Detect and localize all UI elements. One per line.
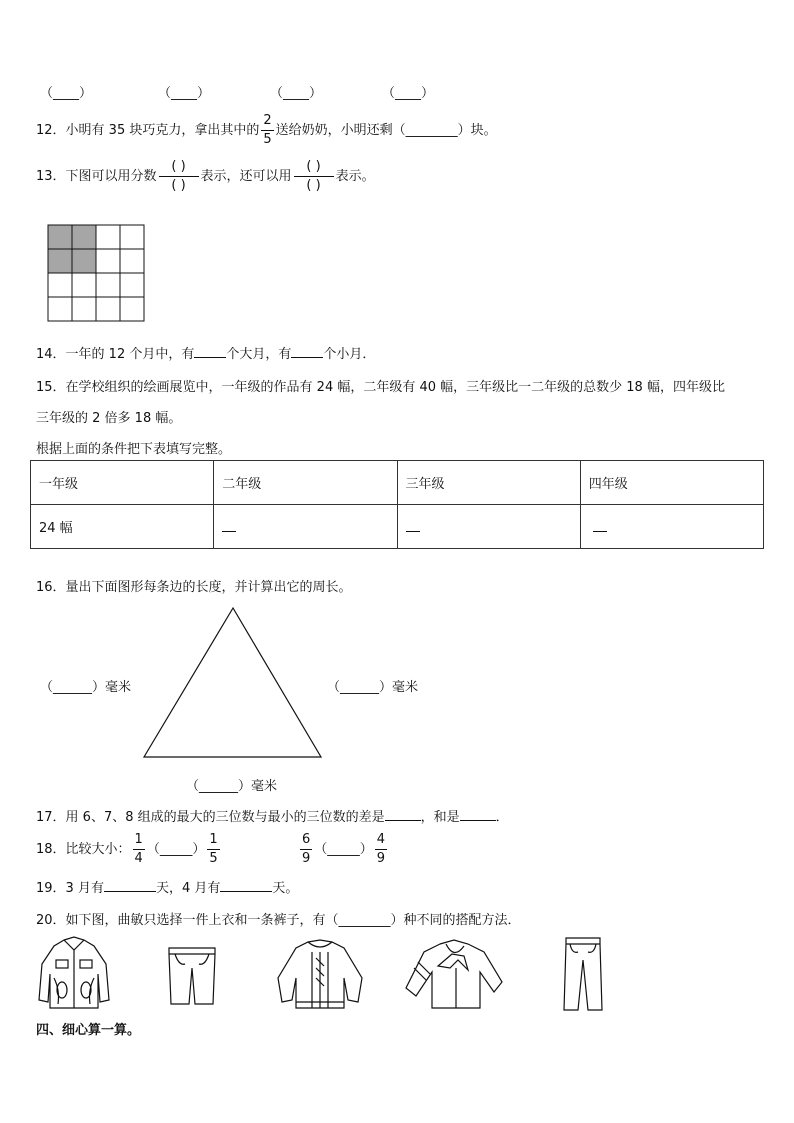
table-cell-blank[interactable] <box>580 505 763 549</box>
q17-blank-2[interactable] <box>460 808 496 821</box>
q18-fraction-c: $\frac{6}{9}$ <box>302 832 311 866</box>
question-20: 20．如下图，曲敏只选择一件上衣和一条裤子，有（________）种不同的搭配方法． <box>36 913 521 928</box>
q13-fraction-1: $\frac{( )}{( )}$ <box>159 158 199 195</box>
top-blank-3: （____） <box>270 86 323 101</box>
table-header: 三年级 <box>397 461 580 505</box>
q13-fraction-2: $\frac{( )}{( )}$ <box>294 158 334 195</box>
answer-dash <box>222 531 236 532</box>
q15-line-3: 根据上面的条件把下表填写完整。 <box>36 442 232 457</box>
q18-blank-2[interactable]: （_____） <box>314 842 373 857</box>
sweater-icon <box>274 938 366 1012</box>
q18-blank-1[interactable]: （_____） <box>146 842 206 857</box>
q13-text-middle: 表示，还可以用 <box>200 169 292 184</box>
q12-text-before: 12．小明有 35 块巧克力，拿出其中的 <box>36 123 260 138</box>
table-cell-blank[interactable] <box>397 505 580 549</box>
q12-text-after: 送给奶奶，小明还剩（________）块。 <box>275 123 497 138</box>
triangle-left-label: （______）毫米 <box>40 680 132 695</box>
q18-fraction-d: $\frac{4}{9}$ <box>376 832 386 866</box>
jacket-icon <box>36 934 112 1014</box>
q19-blank-1[interactable] <box>104 879 156 892</box>
table-row <box>31 505 764 549</box>
question-14: 14．一年的 12 个月中，有 个大月，有 个小月． <box>36 347 376 362</box>
triangle-right-label: （______）毫米 <box>327 680 419 695</box>
table-header: 四年级 <box>580 461 763 505</box>
fraction-grid <box>47 224 147 323</box>
shorts-icon <box>165 944 219 1010</box>
question-13 <box>36 158 375 195</box>
triangle-bottom-label: （______）毫米 <box>186 779 278 794</box>
q15-line-1: 15．在学校组织的绘画展览中，一年级的作品有 24 幅，二年级有 40 幅，三年级比一二年级的总数少 18 幅，四年级比 <box>36 380 725 395</box>
table-header: 一年级 <box>31 461 214 505</box>
question-17: 17．用 6、7、8 组成的最大的三位数与最小的三位数的差是 ，和是 ． <box>36 810 509 825</box>
q14-blank-2[interactable] <box>291 345 323 358</box>
question-19: 19．3 月有 天，4 月有 天。 <box>36 881 299 896</box>
q18-fraction-b: $\frac{1}{5}$ <box>209 832 218 866</box>
question-18: 18．比较大小： $\frac{1}{4}$ （_____） $\frac{1}{5}$ <box>36 832 218 866</box>
q14-blank-1[interactable] <box>194 345 226 358</box>
table-header-row <box>31 461 764 505</box>
top-blank-4: （____） <box>382 86 435 101</box>
triangle-figure <box>140 604 326 760</box>
q19-blank-2[interactable] <box>220 879 272 892</box>
trousers-icon <box>560 934 606 1014</box>
answer-dash <box>406 531 420 532</box>
top-blank-1: （____） <box>40 86 93 101</box>
question-16: 16．量出下面图形每条边的长度，并计算出它的周长。 <box>36 580 352 595</box>
grade-table <box>30 460 764 549</box>
question-12 <box>36 112 497 149</box>
q18-fraction-a: $\frac{1}{4}$ <box>134 832 143 866</box>
question-18-part-2 <box>298 831 389 868</box>
q13-text-after: 表示。 <box>335 169 375 184</box>
section-4-title: 四、细心算一算。 <box>36 1023 141 1038</box>
table-cell: 24 幅 <box>31 505 214 549</box>
q17-blank-1[interactable] <box>385 808 421 821</box>
table-header: 二年级 <box>214 461 397 505</box>
q12-fraction: $\frac{2}{5}$ <box>263 113 272 147</box>
q13-text-before: 13．下图可以用分数 <box>36 169 157 184</box>
blouse-icon <box>402 938 506 1012</box>
top-blank-2: （____） <box>158 86 211 101</box>
answer-dash <box>593 531 607 532</box>
table-cell-blank[interactable] <box>214 505 397 549</box>
q15-line-2: 三年级的 2 倍多 18 幅。 <box>36 411 182 426</box>
